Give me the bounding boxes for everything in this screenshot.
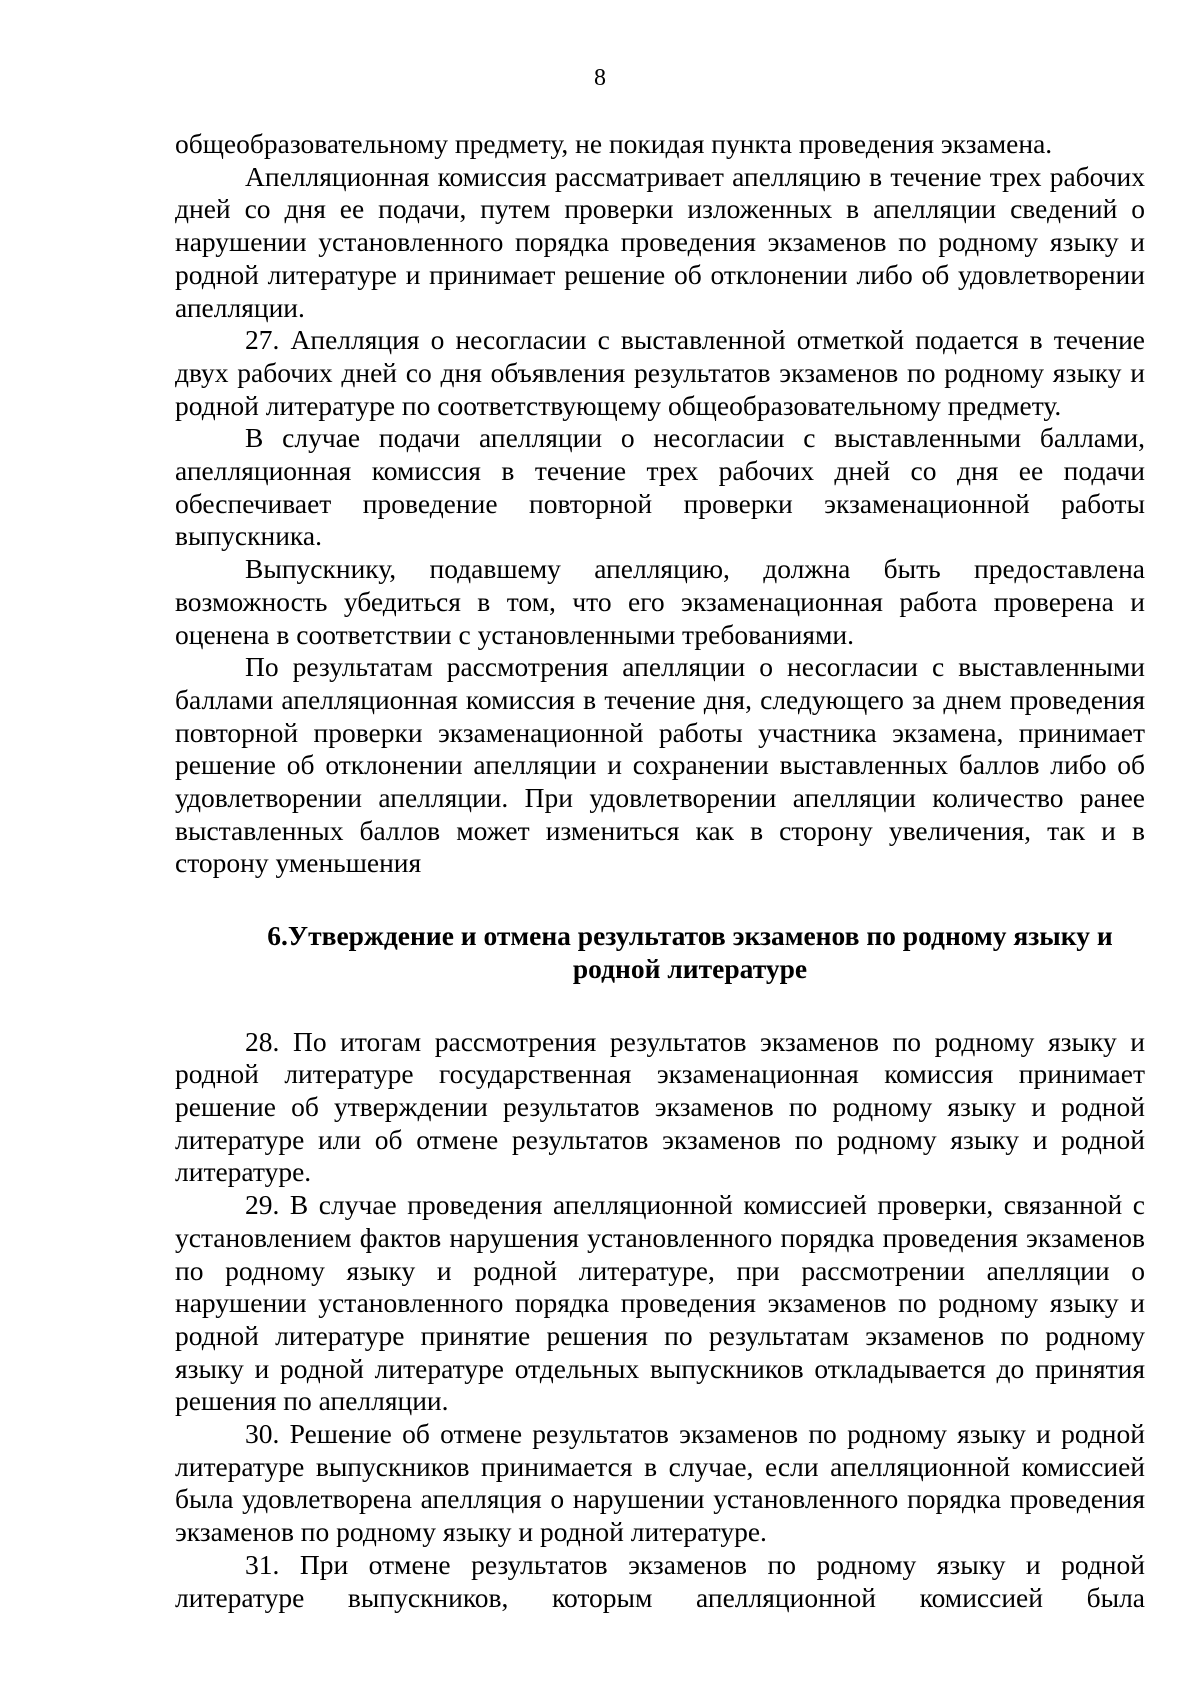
page-number: 8 <box>594 65 606 91</box>
paragraph-appeal-review: Апелляционная комиссия рассматривает апелляцию в течение трех рабочих дней со дня ее подачи, путем проверки изложенных в апелляции сведений о нарушении установленного порядка проведения экзаменов по родному языку и родной литературе и принимает решение об отклонении либо об удовлетворении апелляции. <box>175 160 1145 323</box>
paragraph-27: 27. Апелляция о несогласии с выставленной отметкой подается в течение двух рабочих дней со дня объявления результатов экзаменов по родному языку и родной литературе по соответствующему общеобразовательному предмету. <box>175 324 1145 421</box>
paragraph-graduate-right: Выпускнику, подавшему апелляцию, должна быть предоставлена возможность убедиться в том, что его экзаменационная работа проверена и оценена в соответствии с установленными требованиями. <box>175 553 1145 650</box>
paragraph-31: 31. При отмене результатов экзаменов по родному языку и родной литературе выпускников, которым апелляционной комиссией была <box>175 1548 1145 1613</box>
document-body <box>175 128 1145 1614</box>
paragraph-disagreement-case: В случае подачи апелляции о несогласии с выставленными баллами, апелляционная комиссия в течение трех рабочих дней со дня ее подачи обеспечивает проведение повторной проверки экзаменационной работы выпускника. <box>175 422 1145 552</box>
paragraph-30: 30. Решение об отмене результатов экзаменов по родному языку и родной литературе выпускников принимается в случае, если апелляционной комиссией была удовлетворена апелляция о нарушении установленного порядка проведения экзаменов по родному языку и родной литературе. <box>175 1418 1145 1548</box>
paragraph-continuation: общеобразовательному предмету, не покидая пункта проведения экзамена. <box>175 128 1053 159</box>
paragraph-review-results: По результатам рассмотрения апелляции о несогласии с выставленными баллами апелляционная комиссия в течение дня, следующего за днем проведения повторной проверки экзаменационной работы участника экзамена, принимает решение об отклонении апелляции и сохранении выставленных баллов либо об удовлетворении апелляции. При удовлетворении апелляции количество ранее выставленных баллов может измениться как в сторону увеличения, так и в сторону уменьшения <box>175 651 1145 879</box>
paragraph-28: 28. По итогам рассмотрения результатов экзаменов по родному языку и родной литературе государственная экзаменационная комиссия принимает решение об утверждении результатов экзаменов по родному языку и родной литературе или об отмене результатов экзаменов по родному языку и родной литературе. <box>175 1025 1145 1188</box>
section-heading-6: 6.Утверждение и отмена результатов экзаменов по родному языку и родной литературе <box>267 920 1113 984</box>
paragraph-29: 29. В случае проведения апелляционной комиссией проверки, связанной с установлением фактов нарушения установленного порядка проведения экзаменов по родному языку и родной литературе, при рассмотрении апелляции о нарушении установленного порядка проведения экзаменов по родному языку и родной литературе принятие решения по результатам экзаменов по родному языку и родной литературе отдельных выпускников откладывается до принятия решения по апелляции. <box>175 1189 1145 1417</box>
